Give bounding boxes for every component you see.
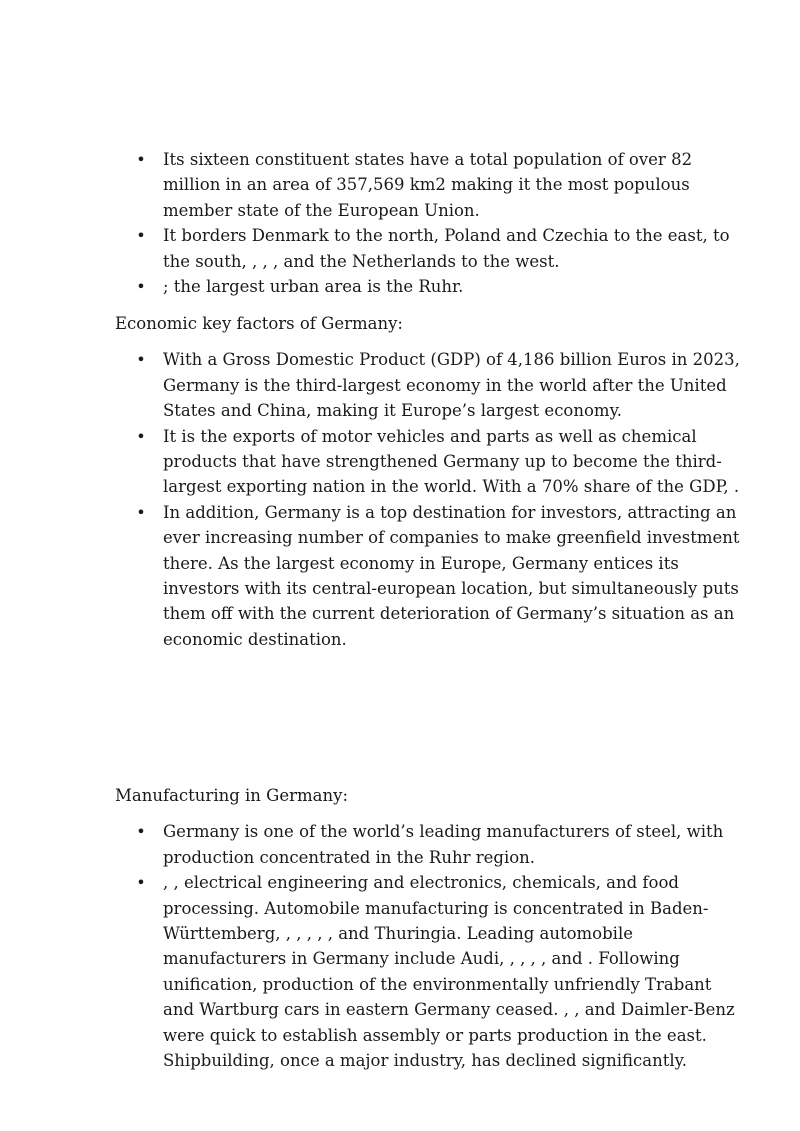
list-item [136,274,743,299]
list-item-text: ; the largest urban area is the Ruhr. [163,277,464,297]
list-item-text: , , electrical engineering and electronics, chemicals, and food processing. Automobile manufacturing is concentrated in Baden-Württemberg, , , , , , and Thuringia. Leading automobile manufacturers in Germany include Audi, , , , , and . Following unification, production of the environmentally unfriendly Trabant and Wartburg cars in eastern Germany ceased. , , and Daimler-Benz were quick to establish assembly or parts production in the east. Shipbuilding, once a major industry, has declined significantly. [163,873,735,1071]
list-item [136,424,743,500]
list-item [136,870,743,1073]
bullet-icon: • [136,277,146,297]
bullet-icon: • [136,350,146,370]
population-section [0,147,800,299]
bullet-icon: • [136,822,146,842]
list-item-text: Its sixteen constituent states have a total population of over 82 million in an area of 357,569 km2 making it the most populous member state of the European Union. [163,150,693,220]
manufacturing-heading: Manufacturing in Germany: [115,786,348,805]
list-item-text: With a Gross Domestic Product (GDP) of 4,186 billion Euros in 2023, Germany is the third-largest economy in the world after the United States and China, making it Europe’s largest economy. [163,350,740,421]
population-list [0,147,800,299]
manufacturing-list [0,819,800,1073]
economy-list [0,347,800,652]
economy-section [0,311,800,652]
economy-heading: Economic key factors of Germany: [115,314,403,333]
bullet-icon: • [136,873,146,893]
list-item-text: Germany is one of the world’s leading manufacturers of steel, with production concentrated in the Ruhr region. [163,822,724,867]
list-item [136,500,743,652]
list-item-text: It borders Denmark to the north, Poland and Czechia to the east, to the south, , , , and the Netherlands to the west. [163,226,730,271]
list-item [136,223,743,274]
bullet-icon: • [136,426,146,446]
manufacturing-section [0,783,800,1073]
bullet-icon: • [136,502,146,522]
list-item-text: It is the exports of motor vehicles and parts as well as chemical products that have strengthened Germany up to become the third-largest exporting nation in the world. With a 70% share of the GDP, . [163,426,740,497]
bullet-icon: • [136,150,146,169]
list-item [136,147,743,223]
bullet-icon: • [136,226,146,246]
list-item-text: In addition, Germany is a top destination for investors, attracting an ever increasing number of companies to make greenfield investment there. As the largest economy in Europe, Germany entices its investors with its central-european location, but simultaneously puts them off with the current deterioration of Germany’s situation as an economic destination. [163,502,740,649]
list-item [136,347,743,423]
list-item [136,819,743,870]
